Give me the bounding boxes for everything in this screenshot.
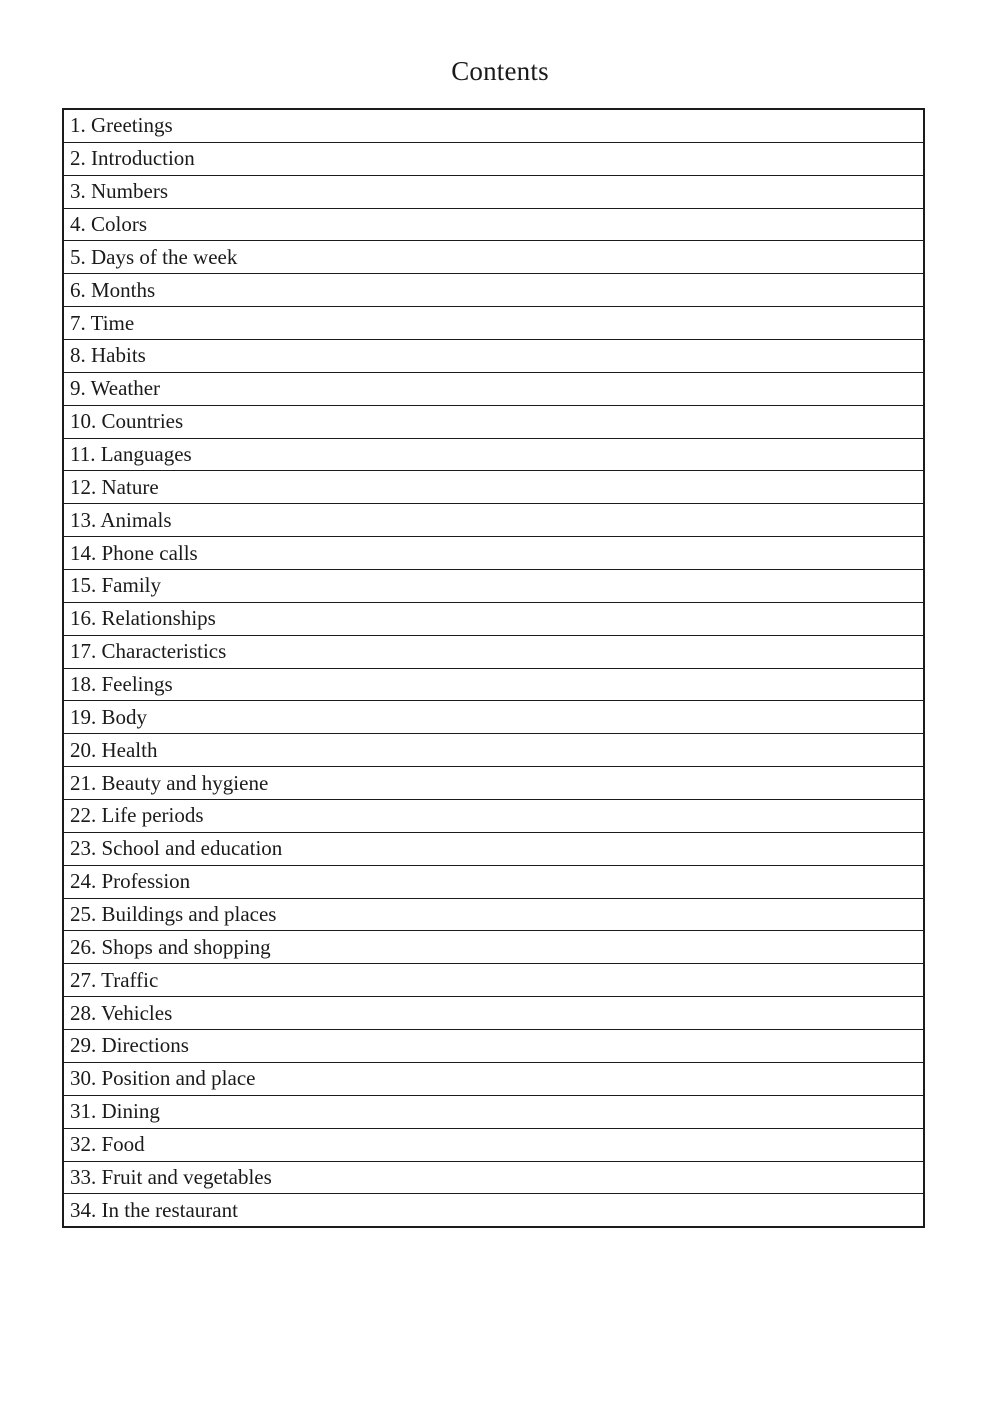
toc-row xyxy=(64,209,923,242)
toc-entry: 8. Habits xyxy=(70,343,146,368)
toc-row xyxy=(64,1194,923,1226)
toc-row xyxy=(64,931,923,964)
toc-entry: 16. Relationships xyxy=(70,606,216,631)
toc-entry: 32. Food xyxy=(70,1132,145,1157)
toc-row xyxy=(64,866,923,899)
toc-row xyxy=(64,340,923,373)
toc-row xyxy=(64,603,923,636)
toc-row xyxy=(64,307,923,340)
toc-row xyxy=(64,373,923,406)
toc-row xyxy=(64,1063,923,1096)
toc-entry: 7. Time xyxy=(70,310,135,335)
toc-entry: 17. Characteristics xyxy=(70,639,227,664)
toc-entry: 20. Health xyxy=(70,737,158,762)
toc-row xyxy=(64,701,923,734)
toc-entry: 31. Dining xyxy=(70,1099,160,1124)
toc-row xyxy=(64,1162,923,1195)
toc-entry: 23. School and education xyxy=(70,836,283,861)
toc-row xyxy=(64,997,923,1030)
toc-row xyxy=(64,833,923,866)
toc-entry: 25. Buildings and places xyxy=(70,902,277,927)
toc-row xyxy=(64,964,923,997)
toc-entry: 4. Colors xyxy=(70,212,148,236)
toc-entry: 18. Feelings xyxy=(70,672,173,697)
toc-entry: 13. Animals xyxy=(70,507,172,532)
toc-row xyxy=(64,800,923,833)
toc-entry: 29. Directions xyxy=(70,1033,189,1058)
toc-entry: 21. Beauty and hygiene xyxy=(70,770,269,795)
toc-row xyxy=(64,767,923,800)
toc-entry: 11. Languages xyxy=(70,442,192,467)
toc-entry: 22. Life periods xyxy=(70,803,204,828)
toc-row xyxy=(64,1096,923,1129)
toc-entry: 28. Vehicles xyxy=(70,1000,173,1025)
toc-entry: 2. Introduction xyxy=(70,146,195,171)
toc-row xyxy=(64,734,923,767)
toc-entry: 24. Profession xyxy=(70,869,191,894)
page-title: Contents xyxy=(451,56,549,86)
toc-entry: 1. Greetings xyxy=(70,113,173,138)
toc-row xyxy=(64,636,923,669)
toc-entry: 30. Position and place xyxy=(70,1066,256,1091)
toc-row xyxy=(64,241,923,274)
toc-row xyxy=(64,570,923,603)
toc-entry: 12. Nature xyxy=(70,474,159,499)
toc-row xyxy=(64,439,923,472)
toc-entry: 26. Shops and shopping xyxy=(70,934,271,959)
toc-row xyxy=(64,899,923,932)
toc-row xyxy=(64,1129,923,1162)
toc-entry: 34. In the restaurant xyxy=(70,1197,238,1222)
toc-entry: 6. Months xyxy=(70,277,156,302)
toc-row xyxy=(64,1030,923,1063)
contents-table xyxy=(62,108,925,1228)
toc-entry: 14. Phone calls xyxy=(70,540,198,565)
toc-row xyxy=(64,110,923,143)
toc-entry: 10. Countries xyxy=(70,409,184,434)
toc-row xyxy=(64,669,923,702)
toc-entry: 5. Days of the week xyxy=(70,244,238,269)
toc-row xyxy=(64,471,923,504)
toc-row xyxy=(64,537,923,570)
toc-entry: 9. Weather xyxy=(70,376,161,401)
toc-entry: 3. Numbers xyxy=(70,179,168,204)
toc-entry: 15. Family xyxy=(70,573,162,598)
toc-row xyxy=(64,274,923,307)
toc-entry: 33. Fruit and vegetables xyxy=(70,1164,272,1189)
toc-row xyxy=(64,504,923,537)
toc-row xyxy=(64,143,923,176)
toc-entry: 19. Body xyxy=(70,704,148,729)
toc-row xyxy=(64,406,923,439)
toc-entry: 27. Traffic xyxy=(70,967,159,992)
toc-row xyxy=(64,176,923,209)
